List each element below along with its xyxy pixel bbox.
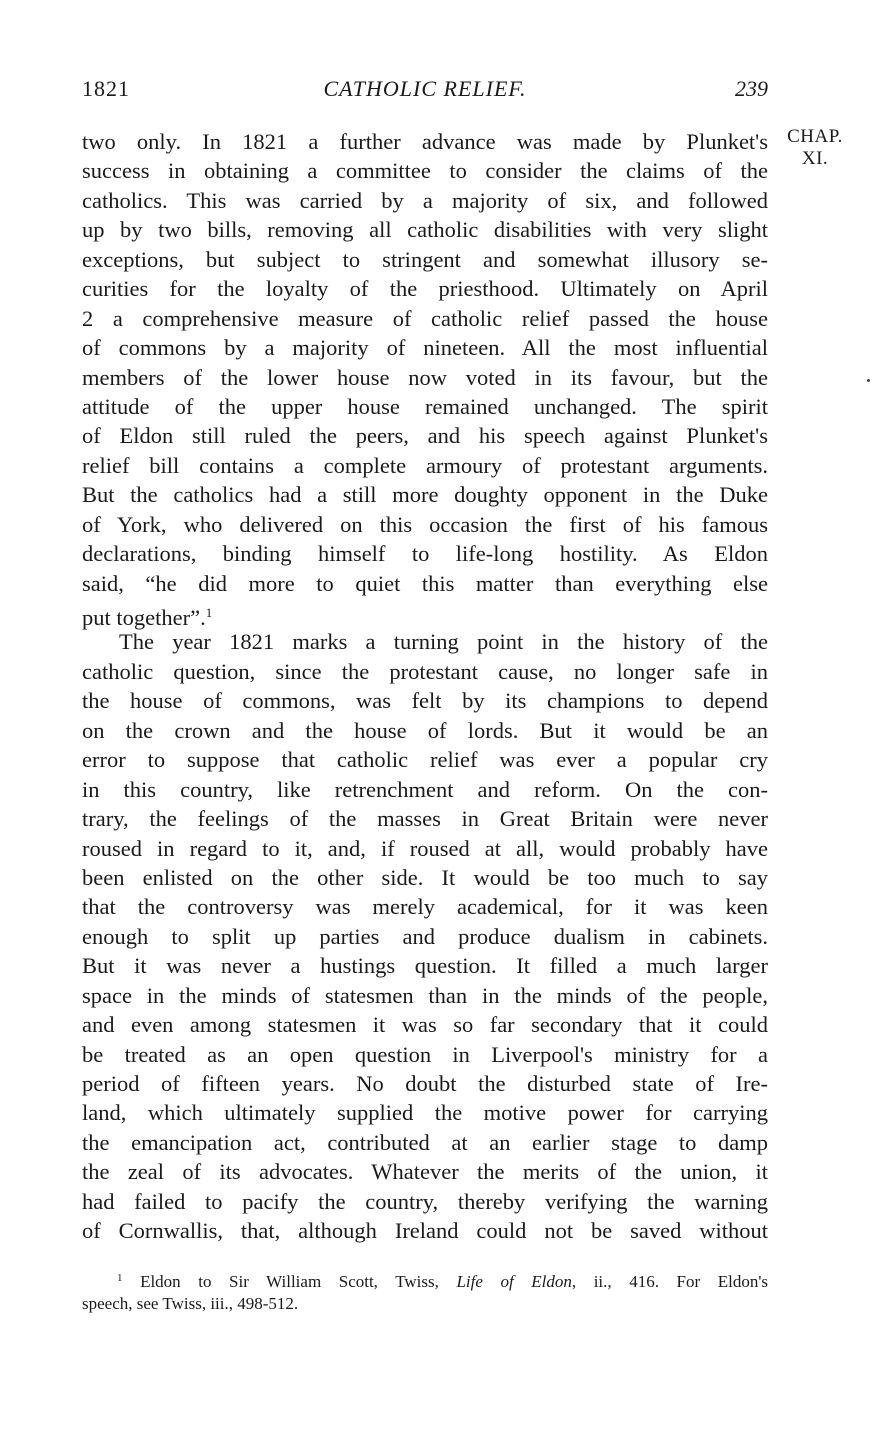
text-line: had failed to pacify the country, thereby verifying the warning — [82, 1188, 768, 1214]
text-line: curities for the loyalty of the priesthood. Ultimately on April — [82, 276, 768, 302]
text-line: trary, the feelings of the masses in Great Britain were never — [82, 806, 768, 832]
text-line: been enlisted on the other side. It would be too much to say — [82, 864, 768, 890]
text-line-content: put together”. — [82, 605, 206, 630]
footnote-reference: 1 — [205, 605, 213, 620]
text-line: space in the minds of statesmen than in the minds of the people, — [82, 982, 768, 1008]
running-head-year: 1821 — [82, 76, 130, 101]
text-line: said, “he did more to quiet this matter than everything else — [82, 570, 768, 596]
chapter-label: CHAP. — [787, 126, 843, 147]
footnote-line — [82, 1265, 768, 1291]
text-line: 2 a comprehensive measure of catholic relief passed the house — [82, 305, 768, 331]
text-line: in this country, like retrenchment and reform. On the con- — [82, 776, 768, 802]
text-line: exceptions, but subject to stringent and somewhat illusory se- — [82, 246, 768, 272]
text-line: of Eldon still ruled the peers, and his speech against Plunket's — [82, 423, 768, 449]
chapter-margin-note — [775, 126, 855, 170]
text-line: But the catholics had a still more doughty opponent in the Duke — [82, 482, 768, 508]
chapter-number: XI. — [801, 148, 829, 169]
text-line: up by two bills, removing all catholic disabilities with very slight — [82, 217, 768, 243]
text-line: relief bill contains a complete armoury of protestant arguments. — [82, 452, 768, 478]
text-line: catholics. This was carried by a majority of six, and followed — [82, 187, 768, 213]
text-line: enough to split up parties and produce dualism in cabinets. — [82, 923, 768, 949]
text-line: two only. In 1821 a further advance was made by Plunket's — [82, 129, 768, 154]
running-head-title: CATHOLIC RELIEF. — [323, 76, 527, 101]
text-line: of commons by a majority of nineteen. All the most influential — [82, 335, 768, 361]
footnote-text: Eldon to Sir William Scott, Twiss, — [140, 1272, 439, 1291]
text-line: of York, who delivered on this occasion the first of his famous — [82, 511, 768, 537]
footnote-line: speech, see Twiss, iii., 498-512. — [82, 1294, 299, 1313]
text-line: success in obtaining a committee to consider the claims of the — [82, 158, 768, 184]
paragraph-start-line: The year 1821 marks a turning point in the history of the — [119, 629, 768, 655]
text-line: period of fifteen years. No doubt the disturbed state of Ire- — [82, 1071, 768, 1096]
text-line: declarations, binding himself to life-long hostility. As Eldon — [82, 541, 768, 567]
text-line: catholic question, since the protestant cause, no longer safe in — [82, 658, 768, 684]
ink-speck — [867, 379, 870, 382]
text-line: that the controversy was merely academical, for it was keen — [82, 894, 768, 920]
text-line: the house of commons, was felt by its champions to depend — [82, 688, 768, 714]
footnote-book-title: Life of Eldon — [456, 1272, 572, 1291]
text-line: be treated as an open question in Liverpool's ministry for a — [82, 1041, 768, 1067]
text-line: the zeal of its advocates. Whatever the merits of the union, it — [82, 1159, 768, 1185]
text-line: attitude of the upper house remained unchanged. The spirit — [82, 393, 768, 419]
text-line: members of the lower house now voted in its favour, but the — [82, 364, 768, 390]
text-line: roused in regard to it, and, if roused at all, would probably have — [82, 835, 768, 861]
text-line: and even among statesmen it was so far secondary that it could — [82, 1012, 768, 1038]
running-head — [82, 76, 768, 106]
footnotes — [82, 1265, 768, 1317]
text-line: error to suppose that catholic relief was ever a popular cry — [82, 747, 768, 773]
body-text — [82, 127, 768, 1246]
text-line: of Cornwallis, that, although Ireland could not be saved without — [82, 1218, 768, 1244]
text-line: on the crown and the house of lords. But it would be an — [82, 717, 768, 743]
footnote-text: , ii., 416. For Eldon's — [571, 1272, 769, 1291]
page-number: 239 — [735, 76, 768, 101]
footnote-marker: 1 — [117, 1272, 123, 1284]
text-line: land, which ultimately supplied the motive power for carrying — [82, 1100, 768, 1126]
text-line — [82, 598, 768, 630]
text-line: the emancipation act, contributed at an earlier stage to damp — [82, 1129, 768, 1155]
text-line: But it was never a hustings question. It filled a much larger — [82, 953, 768, 979]
